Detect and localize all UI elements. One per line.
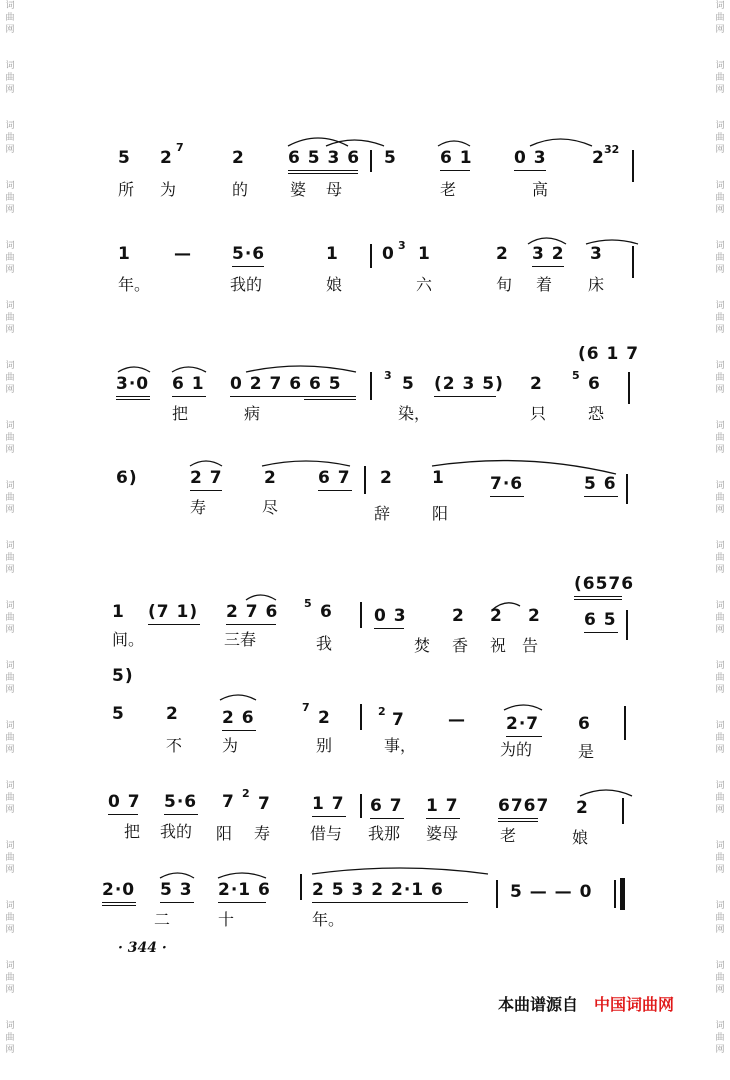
- note-group: 6 7: [318, 468, 351, 488]
- note-group: 2 7: [190, 468, 223, 488]
- note: 2: [160, 148, 173, 168]
- note-group: 2 7 6: [226, 602, 279, 622]
- note-group: 7·6: [490, 474, 524, 494]
- note: 0: [382, 244, 395, 264]
- note-group: 5·6: [232, 244, 266, 264]
- note-group: 1 7: [426, 796, 459, 816]
- note: 2: [318, 708, 331, 728]
- note-group: 6 1: [440, 148, 473, 168]
- note: 5: [384, 148, 397, 168]
- watermark-glyph: 词: [715, 781, 725, 791]
- watermark-glyph: 词: [5, 1021, 15, 1031]
- lyric: 我的: [230, 275, 263, 294]
- lyric: 娘: [572, 828, 589, 847]
- grace-note: 5: [304, 597, 312, 610]
- note: 5: [118, 148, 131, 168]
- lyric: 焚: [414, 636, 431, 655]
- note-group: 5 3: [160, 880, 193, 900]
- watermark-glyph: 词: [715, 301, 725, 311]
- watermark-glyph: 曲: [5, 73, 15, 83]
- slur: [312, 868, 488, 874]
- watermark-glyph: 网: [715, 385, 725, 395]
- lyric: 恐: [588, 404, 605, 423]
- lyric: 间。: [112, 630, 145, 649]
- watermark-glyph: 网: [5, 925, 15, 935]
- watermark-glyph: 网: [715, 505, 725, 515]
- watermark-glyph: 词: [5, 121, 15, 131]
- watermark-glyph: 网: [715, 685, 725, 695]
- lyric: 三春: [224, 630, 257, 649]
- watermark-glyph: 曲: [5, 313, 15, 323]
- watermark-gap: [712, 1056, 728, 1080]
- watermark-glyph: 词: [715, 61, 725, 71]
- lyric: 为的: [500, 740, 533, 759]
- watermark-glyph: 网: [5, 1045, 15, 1055]
- note-group: 2 6: [222, 708, 255, 728]
- watermark-glyph: 曲: [715, 193, 725, 203]
- slur-arrow: [492, 603, 520, 610]
- watermark-glyph: 曲: [5, 973, 15, 983]
- note: 2: [490, 606, 503, 626]
- grace-note: 2: [242, 787, 250, 800]
- watermark-glyph: 网: [5, 445, 15, 455]
- lyric: 香: [452, 636, 469, 655]
- watermark-glyph: 网: [5, 685, 15, 695]
- note: 6: [588, 374, 601, 394]
- lyric: 寿: [190, 498, 207, 517]
- note-group: 6767: [498, 796, 550, 816]
- lyric: 我的: [160, 822, 193, 841]
- watermark-glyph: 网: [715, 745, 725, 755]
- note-group: 0 3: [514, 148, 547, 168]
- watermark-glyph: 网: [715, 805, 725, 815]
- watermark-glyph: 词: [5, 181, 15, 191]
- note-group: (7 1): [148, 602, 199, 622]
- note-group: 6 5 3 6: [288, 148, 361, 168]
- note-group: 2 5 3 2 2·1 6: [312, 880, 444, 900]
- lyric: 旬: [496, 275, 513, 294]
- slur: [118, 367, 150, 372]
- lyric: 尽: [262, 498, 279, 517]
- lyric: 老: [500, 826, 517, 845]
- lyric: 的: [232, 180, 249, 199]
- note-group: 2·0: [102, 880, 136, 900]
- slur: [580, 790, 632, 796]
- note-group: 0 3: [374, 606, 407, 626]
- lyric: 不: [166, 736, 183, 755]
- note: 2: [528, 606, 541, 626]
- lyric: 为: [222, 736, 239, 755]
- note: 1: [326, 244, 339, 264]
- note: 5: [402, 374, 415, 394]
- note: 2: [452, 606, 465, 626]
- watermark-glyph: 曲: [715, 733, 725, 743]
- watermark-glyph: 网: [5, 325, 15, 335]
- lyric: 别: [316, 736, 333, 755]
- watermark-gap: [2, 1056, 18, 1080]
- watermark-glyph: 词: [715, 481, 725, 491]
- watermark-glyph: 曲: [5, 853, 15, 863]
- watermark-glyph: 词: [715, 241, 725, 251]
- slur: [246, 595, 276, 600]
- watermark-glyph: 曲: [715, 493, 725, 503]
- watermark-glyph: 网: [715, 325, 725, 335]
- watermark-glyph: 曲: [715, 133, 725, 143]
- note: 2: [166, 704, 179, 724]
- note-group: (6 1 7: [578, 344, 640, 364]
- note: 1: [418, 244, 431, 264]
- slur: [432, 461, 616, 474]
- lyric: 借与: [310, 824, 343, 843]
- lyric: 告: [522, 636, 539, 655]
- watermark-glyph: 网: [5, 385, 15, 395]
- note-group: 5): [112, 666, 134, 686]
- watermark-glyph: 词: [715, 361, 725, 371]
- lyric: 只: [530, 404, 547, 423]
- watermark-glyph: 曲: [5, 733, 15, 743]
- slur: [190, 461, 222, 466]
- note: 6: [320, 602, 333, 622]
- note: 1: [432, 468, 445, 488]
- watermark-glyph: 曲: [5, 433, 15, 443]
- watermark-glyph: 词: [5, 241, 15, 251]
- watermark-glyph: 词: [715, 1, 725, 11]
- page-number: · 344 ·: [118, 940, 167, 956]
- watermark-glyph: 网: [715, 205, 725, 215]
- watermark-glyph: 词: [715, 1021, 725, 1031]
- note: 2: [264, 468, 277, 488]
- slur: [172, 367, 206, 372]
- watermark-glyph: 词: [715, 541, 725, 551]
- slur: [246, 366, 356, 372]
- watermark-glyph: 曲: [5, 493, 15, 503]
- grace-note: 32: [604, 143, 620, 156]
- watermark-glyph: 曲: [715, 433, 725, 443]
- slur: [262, 461, 350, 466]
- lyric: 辞: [374, 504, 391, 523]
- watermark-glyph: 词: [715, 901, 725, 911]
- lyric: 婆母: [426, 824, 459, 843]
- note: 2: [576, 798, 589, 818]
- note-group: 0 7: [108, 792, 141, 812]
- grace-note: 3: [384, 369, 392, 382]
- watermark-glyph: 词: [715, 601, 725, 611]
- lyric: 所: [118, 180, 135, 199]
- note: 7: [222, 792, 235, 812]
- watermark-glyph: 网: [5, 805, 15, 815]
- lyric: 娘: [326, 275, 343, 294]
- source-site: 中国词曲网: [594, 995, 675, 1014]
- lyric: 床: [588, 275, 605, 294]
- note: 2: [380, 468, 393, 488]
- watermark-glyph: 网: [5, 205, 15, 215]
- watermark-glyph: 网: [5, 865, 15, 875]
- watermark-glyph: 网: [5, 265, 15, 275]
- watermark-glyph: 网: [5, 745, 15, 755]
- watermark-glyph: 曲: [715, 853, 725, 863]
- lyric: 病: [244, 404, 261, 423]
- note-group: 6 1: [172, 374, 205, 394]
- watermark-glyph: 曲: [5, 793, 15, 803]
- watermark-glyph: 词: [5, 361, 15, 371]
- lyric: 六: [416, 275, 433, 294]
- watermark-glyph: 词: [715, 961, 725, 971]
- watermark-glyph: 网: [715, 265, 725, 275]
- lyric: 把: [172, 404, 189, 423]
- watermark-glyph: 网: [715, 625, 725, 635]
- watermark-glyph: 词: [5, 541, 15, 551]
- lyric: 把: [124, 822, 141, 841]
- watermark-glyph: 词: [715, 841, 725, 851]
- watermark-glyph: 曲: [715, 1033, 725, 1043]
- watermark-glyph: 网: [5, 25, 15, 35]
- slur: [218, 873, 266, 878]
- watermark-glyph: 词: [5, 841, 15, 851]
- watermark-glyph: 曲: [715, 253, 725, 263]
- slur: [220, 695, 256, 700]
- note-group: 6): [116, 468, 138, 488]
- dash: —: [174, 244, 192, 264]
- note: 6: [578, 714, 591, 734]
- lyric: 婆: [290, 180, 307, 199]
- note: 7: [258, 794, 271, 814]
- watermark-glyph: 词: [715, 721, 725, 731]
- watermark-glyph: 曲: [5, 553, 15, 563]
- watermark-glyph: 曲: [715, 313, 725, 323]
- watermark-glyph: 曲: [5, 613, 15, 623]
- watermark-glyph: 网: [5, 985, 15, 995]
- grace-note: 2: [378, 705, 386, 718]
- grace-note: 5: [572, 369, 580, 382]
- watermark-glyph: 曲: [715, 613, 725, 623]
- watermark-glyph: 曲: [5, 253, 15, 263]
- watermark-glyph: 曲: [5, 193, 15, 203]
- watermark-glyph: 词: [5, 481, 15, 491]
- watermark-glyph: 曲: [715, 913, 725, 923]
- lyric: 十: [218, 910, 235, 929]
- note-group: 5 6: [584, 474, 617, 494]
- note-group: 0 2 7 6 6 5: [230, 374, 342, 394]
- watermark-glyph: 网: [715, 145, 725, 155]
- watermark-glyph: 网: [715, 865, 725, 875]
- watermark-glyph: 曲: [5, 133, 15, 143]
- watermark-glyph: 网: [715, 25, 725, 35]
- slur: [438, 141, 470, 146]
- watermark-glyph: 网: [715, 565, 725, 575]
- lyric: 年。: [118, 275, 151, 294]
- slur: [530, 139, 592, 146]
- watermark-glyph: 曲: [715, 73, 725, 83]
- note-group: 3·0: [116, 374, 150, 394]
- watermark-glyph: 网: [5, 85, 15, 95]
- lyric: 年。: [312, 910, 345, 929]
- grace-note: 7: [302, 701, 310, 714]
- watermark-glyph: 曲: [715, 793, 725, 803]
- note: 1: [118, 244, 131, 264]
- watermark-glyph: 词: [715, 181, 725, 191]
- lyric: 二: [154, 910, 171, 929]
- watermark-glyph: 曲: [715, 373, 725, 383]
- lyric: 阳: [432, 504, 449, 523]
- watermark-glyph: 网: [5, 565, 15, 575]
- watermark-glyph: 词: [5, 661, 15, 671]
- lyric: 阳: [216, 824, 233, 843]
- lyric: 母: [326, 180, 343, 199]
- watermark-glyph: 词: [5, 961, 15, 971]
- watermark-glyph: 网: [715, 445, 725, 455]
- note-group: 5·6: [164, 792, 198, 812]
- watermark-glyph: 网: [5, 505, 15, 515]
- note: 2: [530, 374, 543, 394]
- note-group: (2 3 5): [434, 374, 504, 394]
- lyric: 高: [532, 180, 549, 199]
- note-group: 5 — — 0: [510, 882, 593, 902]
- watermark-glyph: 词: [715, 421, 725, 431]
- grace-note: 7: [176, 141, 184, 154]
- lyric: 染，: [398, 404, 431, 423]
- watermark-glyph: 曲: [5, 913, 15, 923]
- lyric: 祝: [490, 636, 507, 655]
- note: 1: [112, 602, 125, 622]
- watermark-glyph: 网: [715, 925, 725, 935]
- watermark-glyph: 曲: [715, 673, 725, 683]
- watermark-glyph: 网: [715, 85, 725, 95]
- note-group: 3 2: [532, 244, 565, 264]
- note: 7: [392, 710, 405, 730]
- watermark-glyph: 词: [5, 61, 15, 71]
- note-group: 6 7: [370, 796, 403, 816]
- grace-note: 3: [398, 239, 406, 252]
- lyric: 我: [316, 634, 333, 653]
- watermark-glyph: 曲: [715, 13, 725, 23]
- note: 5: [112, 704, 125, 724]
- slur: [586, 240, 638, 244]
- watermark-glyph: 词: [715, 661, 725, 671]
- watermark-glyph: 曲: [5, 373, 15, 383]
- slur: [504, 705, 542, 710]
- watermark-glyph: 网: [715, 1045, 725, 1055]
- watermark-glyph: 词: [5, 721, 15, 731]
- watermark-glyph: 词: [715, 121, 725, 131]
- watermark-glyph: 曲: [5, 13, 15, 23]
- lyric: 老: [440, 180, 457, 199]
- note: 3: [590, 244, 603, 264]
- watermark-glyph: 曲: [715, 973, 725, 983]
- lyric: 我那: [368, 824, 401, 843]
- note-group: (6576: [574, 574, 635, 594]
- slur: [528, 238, 566, 244]
- lyric: 为: [160, 180, 177, 199]
- source-label: 本曲谱源自: [498, 995, 579, 1014]
- lyric: 事，: [384, 736, 417, 755]
- watermark-glyph: 词: [5, 781, 15, 791]
- note: 2: [592, 148, 605, 168]
- watermark-glyph: 网: [5, 145, 15, 155]
- watermark-glyph: 词: [5, 421, 15, 431]
- note-group: 6 5: [584, 610, 617, 630]
- note-group: 2·7: [506, 714, 540, 734]
- watermark-glyph: 网: [5, 625, 15, 635]
- watermark-glyph: 曲: [715, 553, 725, 563]
- watermark-glyph: 网: [715, 985, 725, 995]
- note: 2: [496, 244, 509, 264]
- note: 2: [232, 148, 245, 168]
- watermark-glyph: 曲: [5, 673, 15, 683]
- lyric: 寿: [254, 824, 271, 843]
- watermark-glyph: 词: [5, 901, 15, 911]
- watermark-glyph: 词: [5, 601, 15, 611]
- note-group: 2·1 6: [218, 880, 271, 900]
- watermark-glyph: 曲: [5, 1033, 15, 1043]
- watermark-glyph: 词: [5, 301, 15, 311]
- note-group: 1 7: [312, 794, 345, 814]
- dash: —: [448, 710, 466, 730]
- lyric: 着: [536, 275, 553, 294]
- lyric: 是: [578, 742, 595, 761]
- slur: [160, 873, 194, 878]
- watermark-glyph: 词: [5, 1, 15, 11]
- source-credit: [498, 992, 674, 1015]
